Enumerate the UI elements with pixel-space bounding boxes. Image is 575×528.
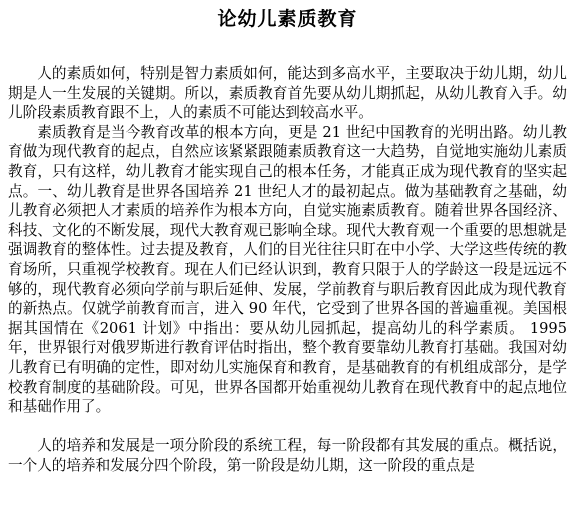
paragraph-2: 素质教育是当今教育改革的根本方向，更是 21 世纪中国教育的光明出路。幼儿教育做为现代教育的起点，自然应该紧紧跟随素质教育这一大趋势，自觉地实施幼儿素质教育，只有这样，幼儿教育才能实现自己的根本任务，才能真正成为现代教育的坚实起点。一、幼儿教育是世界各国培养 21 世纪人才的最初起点。做为基础教育之基础，幼儿教育必须把人才素质的培养作为根本方向，自觉实施素质教育。随着世界各国经济、科技、文化的不断发展，现代大教育观已影响全球。现代大教育观一个重要的思想就是强调教育的整体性。过去提及教育，人们的目光往往只盯在中小学、大学这些传统的教育场所，只重视学校教育。现在人们已经认识到，教育只限于人的学龄这一段是远远不够的，现代教育必须向学前与职后延伸、发展，学前教育与职后教育因此成为现代教育的新热点。仅就学前教育而言，进入 90 年代，它受到了世界各国的普遍重视。美国根据其国情在《2061 计划》中指出：要从幼儿园抓起，提高幼儿的科学素质。 1995 年，世界银行对俄罗斯进行教育评估时指出，整个教育要靠幼儿教育打基础。我国对幼儿教育已有明确的定性，即对幼儿实施保育和教育，是基础教育的有机组成部分，是学校教育制度的基础阶段。可见，世界各国都开始重视幼儿教育在现代教育中的起点地位和基础作用了。 <box>8 123 567 416</box>
paragraph-1: 人的素质如何，特别是智力素质如何，能达到多高水平，主要取决于幼儿期，幼儿期是人一生发展的关键期。所以，素质教育首先要从幼儿期抓起，从幼儿教育入手。幼儿阶段素质教育跟不上，人的素质不可能达到较高水平。 <box>8 65 567 122</box>
paragraph-spacer <box>8 417 567 437</box>
document-body <box>8 64 567 475</box>
document-title: 论幼儿素质教育 <box>217 8 358 30</box>
paragraph-3: 人的培养和发展是一项分阶段的系统工程，每一阶段都有其发展的重点。概括说，一个人的培养和发展分四个阶段，第一阶段是幼儿期，这一阶段的重点是 <box>8 437 567 474</box>
